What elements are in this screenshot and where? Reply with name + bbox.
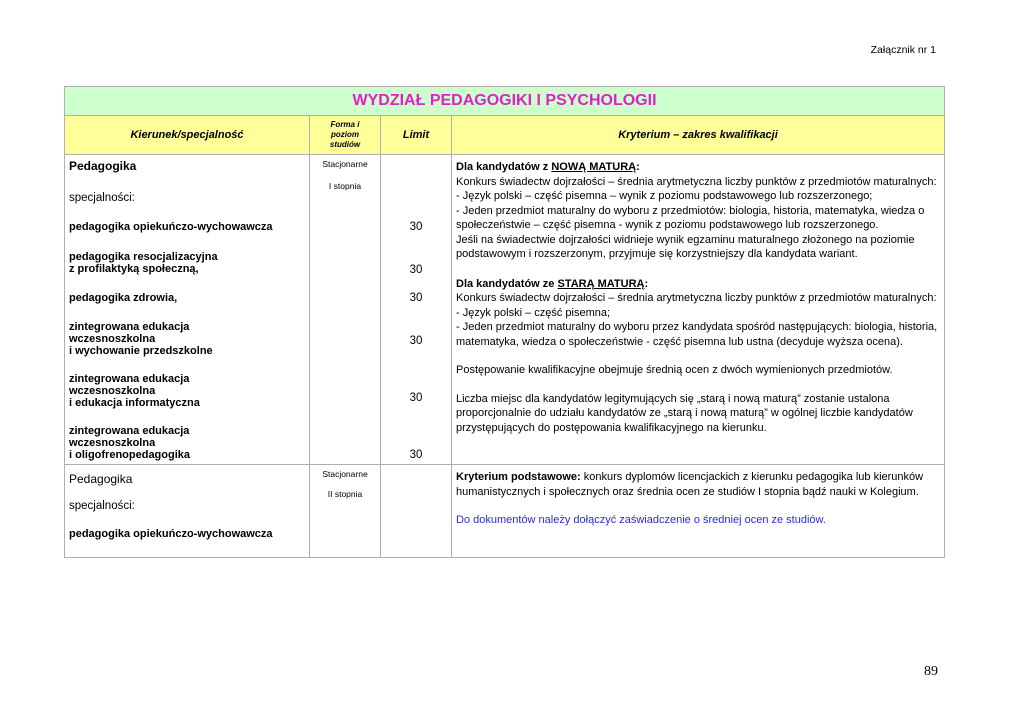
header-row — [65, 116, 945, 155]
nowa-matura-heading: Dla kandydatów z NOWĄ MATURĄ: — [456, 161, 640, 173]
stara-matura-heading: Dla kandydatów ze STARĄ MATURĄ: — [456, 277, 649, 290]
limit-3: 30 — [409, 292, 423, 304]
spec-2-1: pedagogika opiekuńczo-wychowawcza — [69, 528, 273, 540]
kryterium-podstawowe: Kryterium podstawowe: konkurs dyplomów licencjackich z kierunku pedagogika lub kierunków humanistycznych i społecznych oraz średnia ocen ze studiów I stopnia bądź nauki w Kolegium. — [456, 471, 924, 498]
kierunek-cell — [65, 155, 310, 465]
row-first-degree — [65, 155, 945, 465]
specjalnosci-label: specjalności: — [69, 192, 135, 204]
spec-1: pedagogika opiekuńczo-wychowawcza — [69, 221, 273, 233]
poziom-value: I stopnia — [328, 181, 362, 191]
specjalnosci-label-2: specjalności: — [69, 500, 135, 512]
kierunek-name: Pedagogika — [69, 159, 137, 173]
limit-2: 30 — [409, 264, 423, 276]
stara-line-2: - Język polski – część pisemna; — [456, 306, 611, 319]
faculty-title: WYDZIAŁ PEDAGOGIKI I PSYCHOLOGII — [65, 87, 945, 116]
header-kierunek: Kierunek/specjalność — [65, 116, 310, 155]
spec-4: zintegrowana edukacja wczesnoszkolna i wychowanie przedszkolne — [69, 321, 213, 357]
limit-4: 30 — [409, 335, 423, 347]
forma-cell-2 — [310, 465, 381, 558]
nowa-line-4: Jeśli na świadectwie dojrzałości widnieje wynik egzaminu maturalnego złożonego na poziomie podstawowym i rozszerzonym, przyjmuje się korzystniejszy dla kandydata wariant. — [456, 233, 915, 260]
nowa-line-1: Konkurs świadectw dojrzałości – średnia arytmetyczna liczby punktów z przedmiotów maturalnych: — [456, 175, 937, 188]
stara-line-3: - Jeden przedmiot maturalny do wyboru przez kandydata spośród następujących: biologia, historia, matematyka, wiedza o społeczeństwie - część pisemna lub ustna (decyduje wyższa ocena). — [456, 321, 938, 348]
documents-note: Do dokumentów należy dołączyć zaświadczenie o średniej ocen ze studiów. — [456, 514, 826, 526]
limit-5: 30 — [409, 392, 423, 404]
header-limit: Limit — [381, 116, 452, 155]
poziom-value-2: II stopnia — [327, 489, 363, 499]
spec-2: pedagogika resocjalizacyjna z profilaktyką społeczną, — [69, 251, 218, 275]
forma-value-2: Stacjonarne — [322, 469, 368, 479]
limit-1: 30 — [409, 221, 423, 233]
limit-6: 30 — [409, 449, 423, 461]
spec-3: pedagogika zdrowia, — [69, 292, 178, 304]
page-number: 89 — [924, 664, 938, 679]
admission-table — [64, 86, 945, 558]
forma-value: Stacjonarne — [322, 159, 368, 169]
limit-cell-2 — [381, 465, 452, 558]
kierunek-cell-2 — [65, 465, 310, 558]
kierunek-name-2: Pedagogika — [69, 472, 133, 486]
attachment-label: Załącznik nr 1 — [870, 44, 936, 56]
forma-cell — [310, 155, 381, 465]
row-second-degree — [65, 465, 945, 558]
nowa-line-3: - Jeden przedmiot maturalny do wyboru z przedmiotów: biologia, historia, matematyka, wiedza o społeczeństwie – część pisemna - wynik z poziomu podstawowego lub rozszerzonego. — [456, 204, 925, 231]
header-kryterium: Kryterium – zakres kwalifikacji — [452, 116, 945, 155]
kryterium-cell-2 — [452, 465, 945, 558]
header-forma: Forma i poziom studiów — [310, 116, 381, 155]
spec-5: zintegrowana edukacja wczesnoszkolna i edukacja informatyczna — [69, 373, 200, 409]
spec-6: zintegrowana edukacja wczesnoszkolna i oligofrenopedagogika — [69, 425, 191, 461]
nowa-line-2: - Język polski – część pisemna – wynik z poziomu podstawowego lub rozszerzonego; — [456, 190, 873, 202]
limit-cell — [381, 155, 452, 465]
kryterium-cell — [452, 155, 945, 465]
liczba-miejsc-text: Liczba miejsc dla kandydatów legitymujących się „starą i nową maturą” zostanie ustalona proporcjonalnie do udziału kandydatów ze „starą i nową maturą” w ogólnej liczbie kandydatów przystępujących do postępowania kwalifikacyjnego na kierunku. — [456, 392, 913, 434]
stara-line-1: Konkurs świadectw dojrzałości – średnia arytmetyczna liczby punktów z przedmiotów maturalnych: — [456, 292, 937, 304]
postepowanie-text: Postępowanie kwalifikacyjne obejmuje średnią ocen z dwóch wymienionych przedmiotów. — [456, 364, 893, 376]
